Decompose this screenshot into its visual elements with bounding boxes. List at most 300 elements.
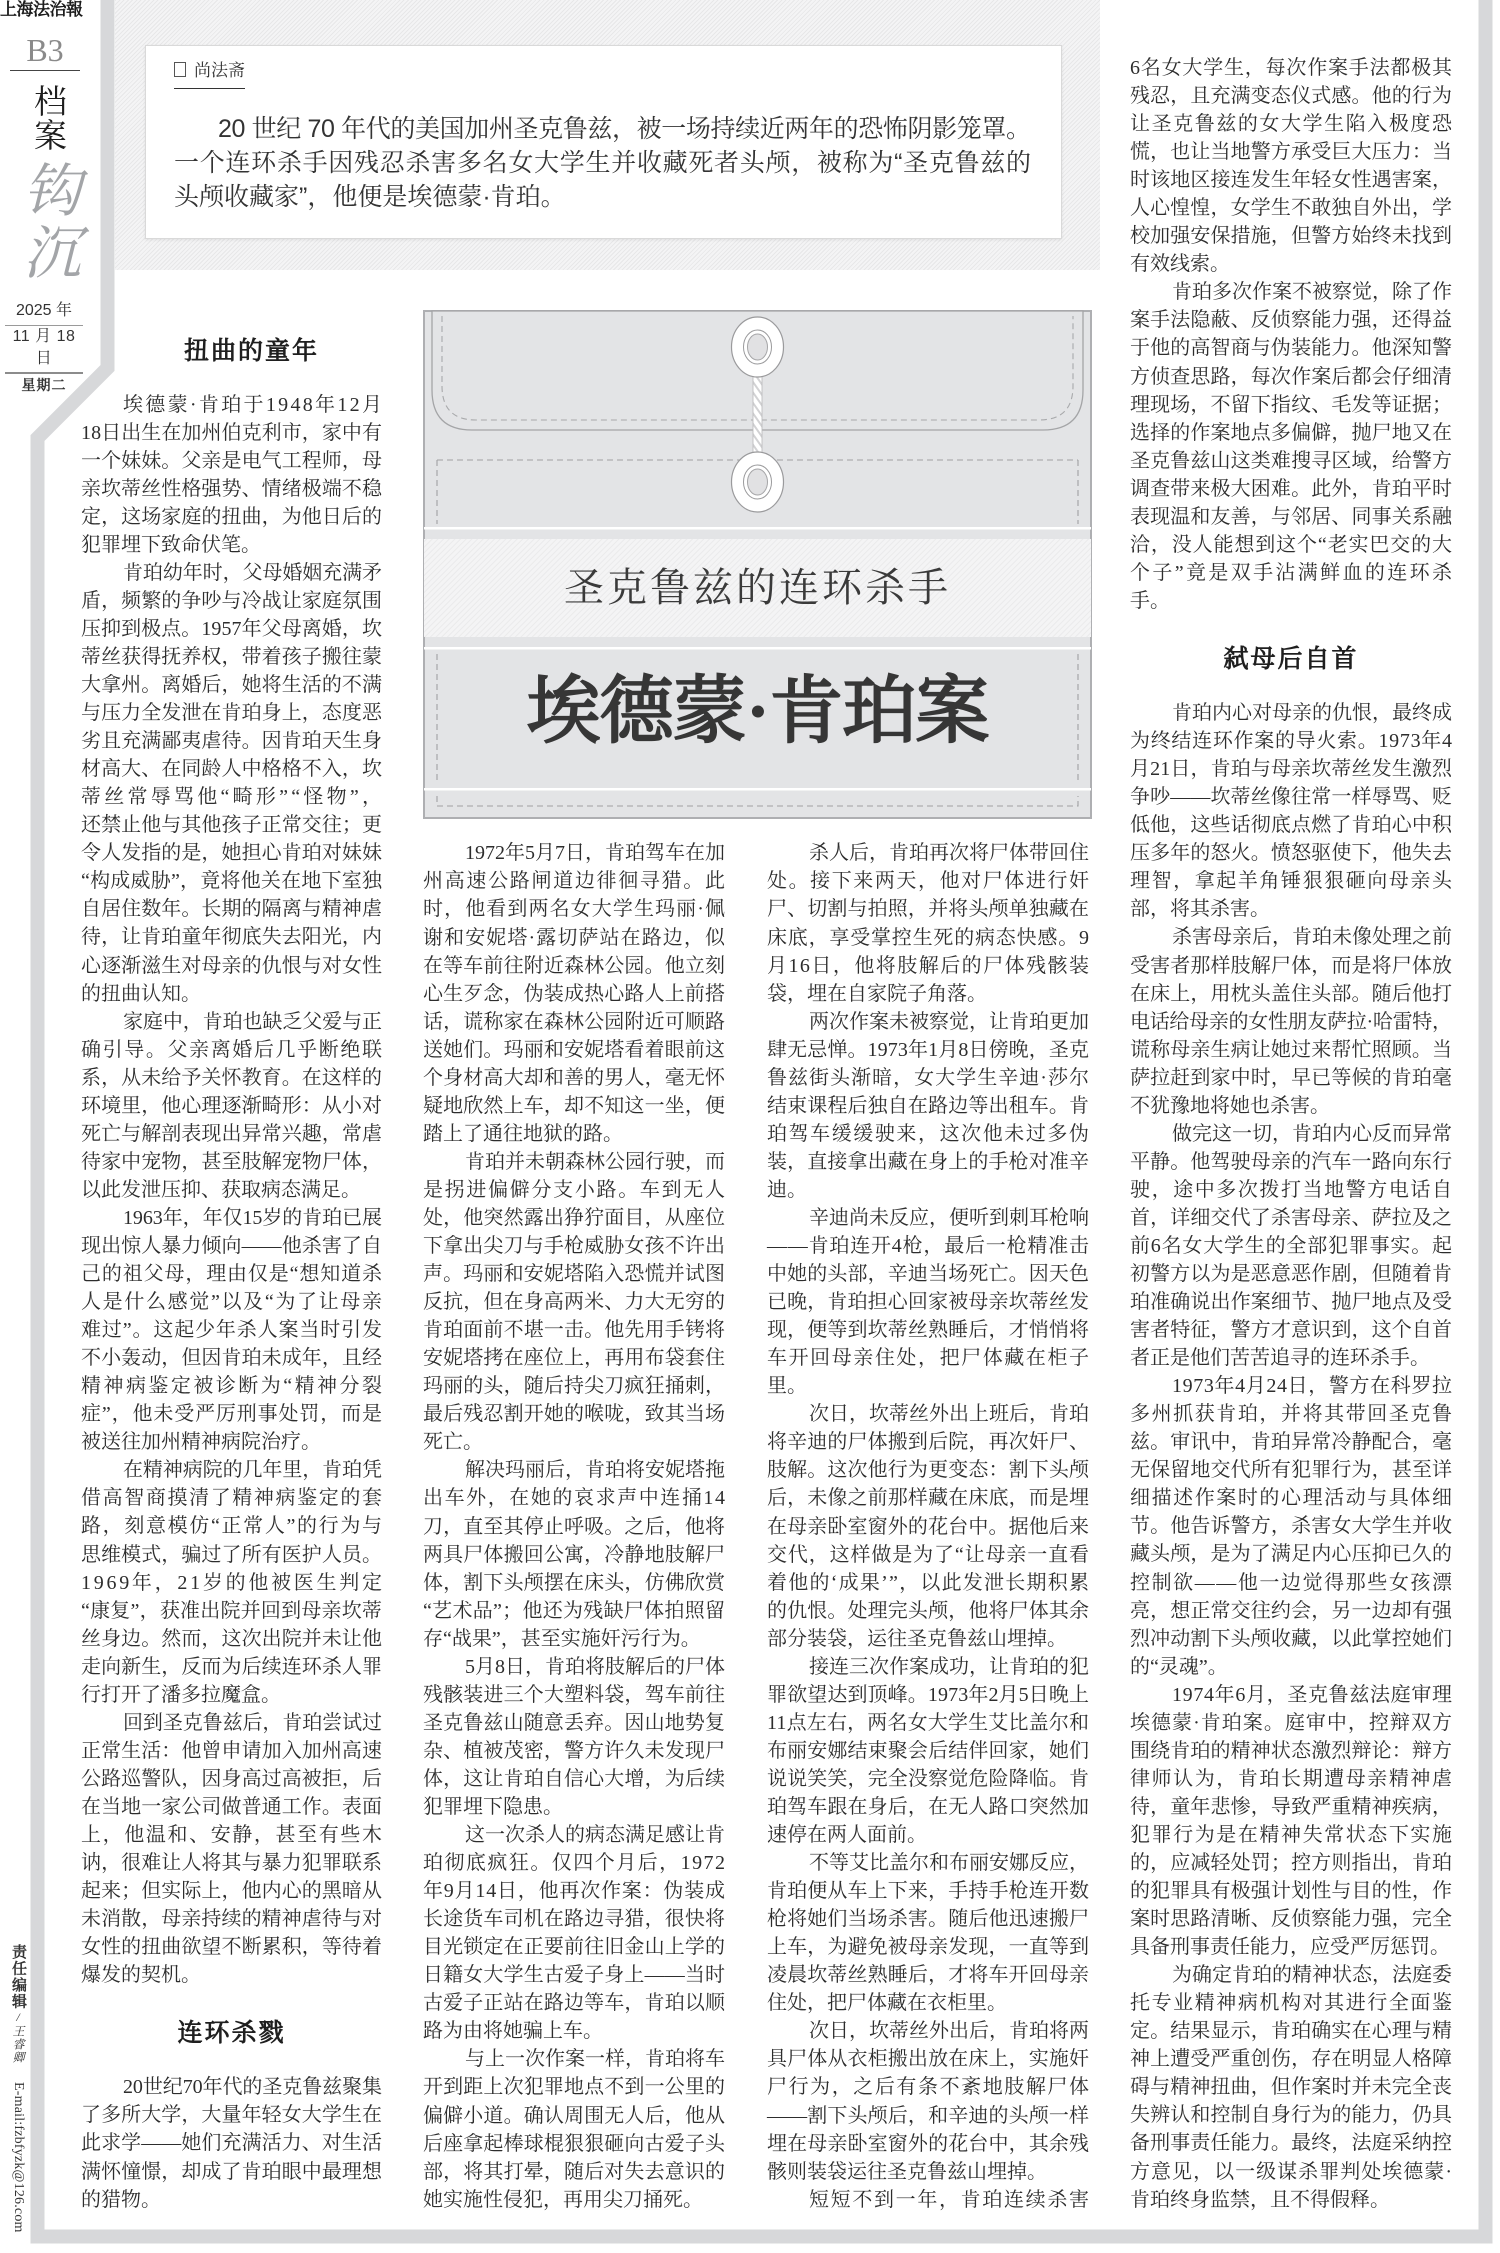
text-line: [1130, 1737, 1452, 1765]
line-text: 压多年的怒火。愤怒驱使下，他失去: [1130, 842, 1453, 865]
line-text: 结束课程后独自在路边等出租车。肯: [767, 1094, 1090, 1117]
line-text: 借高智商摸清了精神病鉴定的套: [81, 1487, 384, 1510]
text-line: [767, 1933, 1089, 1961]
text-line: [1130, 727, 1452, 755]
line-text: 者正是他们苦苦追寻的连环杀手。: [1130, 1347, 1430, 1370]
headline-subtitle: 圣克鲁兹的连环杀手: [564, 566, 951, 610]
line-text: 月21日，肯珀与母亲坎蒂丝发生激烈: [1130, 758, 1453, 781]
line-text: 症”，他未受严厉刑事处罚，而是: [81, 1403, 383, 1426]
line-text: 兹。审讯中，肯珀异常冷静配合，毫: [1130, 1431, 1453, 1454]
headline-title: 埃德蒙·肯珀案: [526, 671, 989, 753]
text-line: [1130, 980, 1452, 1008]
line-text: 次日，坎蒂丝外出上班后，肯珀: [809, 1403, 1089, 1426]
text-line: [423, 1877, 725, 1905]
text-line: [81, 1905, 382, 1933]
line-text: “艺术品”；他还为残缺尸体拍照留: [423, 1599, 726, 1622]
text-line: [81, 1064, 382, 1092]
line-text: 定，这场家庭的扭曲，为他日后的: [81, 505, 383, 528]
line-text: 神上遭受严重创伤，存在明显人格障: [1130, 2048, 1453, 2071]
text-line: [81, 1569, 385, 1597]
line-text: 初警方以为是恶意恶作剧，但随着肯: [1130, 1263, 1453, 1286]
text-line: [81, 1737, 382, 1765]
line-text: 前6名女大学生的全部犯罪事实。起: [1130, 1234, 1453, 1257]
text-line: [1130, 1064, 1452, 1092]
text-line: [423, 1821, 725, 1849]
text-line: [81, 1148, 382, 1176]
paragraph: [1130, 1372, 1452, 1681]
text-line: [767, 1204, 1089, 1232]
line-text: 的“灵魂”。: [1130, 1655, 1228, 1678]
text-line: [767, 2017, 1089, 2045]
line-text: 材高大、在同龄人中格格不入，坎: [81, 758, 383, 781]
text-line: [1130, 1625, 1452, 1653]
text-line: [81, 1821, 382, 1849]
line-text: 讷，很难让人将其与暴力犯罪联系: [81, 1852, 383, 1875]
text-line: [81, 980, 382, 1008]
text-line: [767, 1092, 1089, 1120]
page-number-divider: [10, 70, 80, 71]
text-line: [423, 2073, 725, 2101]
line-text: 的犯罪具有极强计划性与目的性，作: [1130, 1880, 1453, 1903]
text-line: [1130, 334, 1452, 362]
line-text: 方意见，以一级谋杀罪判处埃德蒙·: [1130, 2160, 1454, 2183]
line-text: 谢和安妮塔·露切萨站在路边，似: [423, 926, 727, 949]
text-line: [767, 1905, 1089, 1933]
text-line: [1130, 811, 1452, 839]
line-text: 踏上了通往地狱的路。: [423, 1122, 623, 1145]
line-text: 解决玛丽后，肯珀将安妮塔拖: [465, 1459, 725, 1482]
line-text: 系，从未给予关怀教育。在这样的: [81, 1066, 383, 1089]
text-line: [767, 1821, 1089, 1849]
line-text: 埋在母亲卧室窗外的花台中，其余残: [767, 2132, 1090, 2155]
text-line: [81, 1036, 382, 1064]
text-line: [767, 1989, 1089, 2017]
headline-graphic: [423, 310, 1092, 819]
text-line: [767, 1176, 1089, 1204]
line-text: 后座拿起棒球棍狠狠砸向古爱子头: [423, 2132, 726, 2155]
line-text: 蒂丝获得抚养权，带着孩子搬往蒙: [81, 646, 383, 668]
line-text: 行打开了潘多拉魔盒。: [81, 1683, 281, 1706]
line-text: 在母亲卧室窗外的花台中。据他后来: [767, 1515, 1090, 1538]
text-line: [767, 1793, 1089, 1821]
line-text: 玛丽的头，随后持尖刀疯狂捅刺，: [423, 1375, 726, 1398]
line-text: 时，他看到两名女大学生玛丽·佩: [423, 898, 727, 921]
article-column-2: [423, 839, 725, 2213]
article-column-4: [1130, 54, 1455, 2214]
text-line: [423, 1372, 725, 1400]
line-text: 杀人后，肯珀再次将尸体带回住: [809, 842, 1089, 865]
paragraph: [1130, 1681, 1452, 1961]
line-text: 现，便等到坎蒂丝熟睡后，才悄悄将: [767, 1319, 1090, 1342]
line-text: 声。玛丽和安妮塔陷入恐慌并试图: [423, 1263, 726, 1286]
text-line: [81, 1484, 382, 1512]
text-line: [423, 1709, 725, 1737]
line-text: 杂、植被茂密，警方许久未发现尸: [423, 1739, 726, 1762]
line-text: 不等艾比盖尔和布丽安娜反应，: [809, 1852, 1089, 1875]
text-line: [81, 1793, 382, 1821]
line-text: 令人发指的是，她担心肯珀对妹妹: [81, 842, 383, 865]
text-line: [81, 783, 386, 811]
line-text: 人心惶惶，女学生不敢独自外出，学: [1130, 197, 1453, 220]
text-line: [1130, 54, 1452, 82]
line-text: 多州抓获肯珀，并将其带回圣克鲁: [1130, 1403, 1454, 1426]
text-line: [1130, 2129, 1452, 2157]
column-label: [174, 60, 245, 89]
line-text: 一个连环杀手因残忍杀害多名女大学生并收藏死者头颅，被称为“圣克鲁兹的: [174, 149, 1032, 177]
line-text: 藏头颅，是为了满足内心压抑已久的: [1130, 1543, 1453, 1566]
text-line: [423, 1989, 725, 2017]
line-text: 不小轰动，但因肯珀未成年，且经: [81, 1347, 383, 1370]
line-text: 死亡与解剖表现出异常兴趣，常虐: [81, 1122, 383, 1145]
line-text: 说说笑笑，完全没察觉危险降临。肯: [767, 1767, 1090, 1790]
text-line: [1130, 1372, 1452, 1400]
line-text: 圣克鲁兹山随意丢弃。因山地势复: [423, 1711, 726, 1734]
text-line: [1130, 447, 1452, 475]
line-text: 20 世纪 70 年代的美国加州圣克鲁兹，被一场持续近两年的恐怖阴影笼罩。: [218, 115, 1031, 143]
line-text: 话，谎称家在森林公园附近可顺路: [423, 1010, 726, 1033]
line-text: 回到圣克鲁兹后，肯珀尝试过: [123, 1711, 382, 1734]
paragraph: [423, 1653, 725, 1821]
paragraph: [423, 1148, 725, 1457]
line-text: 烈冲动割下头颅收藏，以此掌控她们: [1130, 1627, 1453, 1650]
text-line: [423, 1120, 725, 1148]
text-line: [423, 1849, 725, 1877]
text-line: [1130, 1821, 1452, 1849]
text-line: [81, 1372, 385, 1400]
line-text: 圣克鲁兹山这类难搜寻区域，给警方: [1130, 449, 1453, 472]
line-text: 刀，直至其停止呼吸。之后，他将: [423, 1515, 726, 1538]
text-line: [81, 475, 382, 503]
line-text: 18日出生在加州伯克利市，家中有: [81, 421, 383, 444]
line-text: 犯罪埋下隐患。: [423, 1795, 563, 1818]
line-text: 罪欲望达到顶峰。1973年2月5日晚上: [767, 1683, 1090, 1706]
text-line: [81, 1625, 382, 1653]
paragraph: [81, 1709, 382, 1989]
text-line: [1130, 952, 1452, 980]
line-text: 凌晨坎蒂丝熟睡后，才将车开回母亲: [767, 1964, 1090, 1987]
line-text: 洽，没人能想到这个“老实巴交的大: [1130, 533, 1453, 556]
line-text: 个子”竟是双手沾满鲜血的连环杀: [1130, 561, 1455, 584]
line-text: 环境里，他心理逐渐畸形：从小对: [81, 1094, 383, 1117]
text-line: [767, 2186, 1089, 2214]
paragraph: [1130, 278, 1455, 615]
line-text: 接连三次作案成功，让肯珀的犯: [809, 1655, 1089, 1678]
text-line: [423, 1484, 725, 1512]
text-line: [1130, 839, 1452, 867]
line-text: 定。结果显示，肯珀确实在心理与精: [1130, 2020, 1453, 2043]
text-line: [81, 531, 382, 559]
line-text: 节。他告诉警方，杀害女大学生并收: [1130, 1515, 1453, 1538]
text-line: [767, 1008, 1089, 1036]
line-text: 有效线索。: [1130, 253, 1230, 276]
line-text: “构成威胁”，竟将他关在地下室独: [81, 870, 383, 893]
line-text: 肯珀终身监禁，且不得假释。: [1130, 2188, 1390, 2211]
text-line: [1130, 1176, 1452, 1204]
text-line: [767, 1372, 1089, 1400]
line-text: 大拿州。离婚后，她将生活的不满: [81, 674, 383, 697]
text-line: [767, 1765, 1089, 1793]
text-line: [767, 1456, 1089, 1484]
line-text: 月16日，他将肢解后的尸体残骸装: [767, 954, 1091, 977]
line-text: 州高速公路闸道边徘徊寻猎。此: [423, 870, 727, 893]
grommet-icon: [732, 452, 784, 512]
text-line: [1130, 1597, 1452, 1625]
line-text: 路，刻意模仿“正常人”的行为与: [81, 1515, 384, 1538]
text-line: [767, 1344, 1089, 1372]
text-line: [423, 895, 725, 923]
line-text: 开到距上次犯罪地点不到一公里的: [423, 2076, 726, 2099]
text-line: [1130, 1933, 1452, 1961]
article-column-1: [81, 306, 386, 2213]
text-line: [767, 1877, 1089, 1905]
line-text: ——肯珀连开4枪，最后一枪精准击: [767, 1235, 1090, 1258]
text-line: [1130, 1681, 1452, 1709]
line-text: 埃德蒙·肯珀案。庭审中，控辩双方: [1130, 1711, 1454, 1734]
line-text: 让圣克鲁兹的女大学生陷入极度恐: [1130, 113, 1454, 136]
line-text: 1969年，21岁的他被医生判定: [81, 1571, 385, 1594]
text-line: [1130, 923, 1452, 951]
line-text: 律师认为，肯珀长期遭母亲精神虐: [1130, 1767, 1454, 1790]
text-line: [423, 1625, 725, 1653]
text-line: [81, 2073, 382, 2101]
text-line: [767, 1681, 1089, 1709]
line-text: 里。: [767, 1375, 807, 1398]
line-text: 谎称母亲生病让她过来帮忙照顾。当: [1130, 1038, 1453, 1061]
line-text: 犯罪行为是在精神失常状态下实施: [1130, 1823, 1454, 1846]
line-text: 尸、切割与拍照，并将头颅单独藏在: [767, 898, 1090, 921]
text-line: [81, 1512, 382, 1540]
line-text: 电话给母亲的女性朋友萨拉·哈雷特，: [1130, 1010, 1452, 1033]
line-text: ——割下头颅后，和辛迪的头颅一样: [767, 2104, 1090, 2127]
line-text: 心逐渐滋生对母亲的仇恨与对女性: [81, 954, 383, 977]
band-edge-line: [424, 788, 1091, 791]
text-line: [767, 1709, 1089, 1737]
line-text: 肢解。这次他行为更变态：割下头颅: [767, 1459, 1090, 1482]
paragraph: [767, 839, 1089, 1007]
text-line: [423, 1288, 725, 1316]
paragraph: [767, 1204, 1089, 1400]
text-line: [1130, 2186, 1452, 2214]
line-text: 选择的作案地点多偏僻，抛尸地又在: [1130, 421, 1453, 444]
text-line: [1130, 194, 1452, 222]
line-text: 已晚，肯珀担心回家被母亲坎蒂丝发: [767, 1291, 1090, 1314]
line-text: 1974年6月，圣克鲁兹法庭审理: [1172, 1683, 1453, 1706]
paragraph: [81, 1204, 385, 1456]
line-text: 死亡。: [423, 1431, 483, 1454]
text-line: [1130, 755, 1452, 783]
text-line: [81, 1344, 382, 1372]
text-line: [767, 1597, 1089, 1625]
text-line: [81, 1400, 382, 1428]
line-text: 埃德蒙·肯珀于1948年12月: [123, 393, 385, 416]
text-line: [767, 952, 1089, 980]
line-text: 珀彻底疯狂。仅四个月后，1972: [423, 1852, 727, 1875]
line-text: 的猎物。: [81, 2188, 161, 2211]
text-line: [81, 587, 382, 615]
line-text: 送她们。玛丽和安妮塔看着眼前这: [423, 1038, 726, 1061]
line-text: 肯珀内心对母亲的仇恨，最终成: [1172, 702, 1452, 725]
text-line: [423, 1597, 725, 1625]
text-line: [767, 895, 1089, 923]
line-text: 现出惊人暴力倾向——他杀害了自: [81, 1234, 383, 1257]
line-text: 此求学——她们充满活力、对生活: [81, 2132, 383, 2155]
text-line: [81, 643, 382, 671]
text-line: [1130, 895, 1452, 923]
line-text: 5月8日，肯珀将肢解后的尸体: [465, 1655, 725, 1678]
paragraph: [1130, 699, 1452, 923]
text-line: [1130, 1456, 1452, 1484]
line-text: 与压力全发泄在肯珀身上，态度恶: [81, 702, 383, 725]
line-text: 校加强安保措施，但警方始终未找到: [1130, 225, 1453, 248]
newspaper-masthead: 上海法治報: [0, 0, 83, 19]
line-text: 低他，这些话彻底点燃了肯珀心中积: [1130, 814, 1453, 837]
line-text: 亮，想正常交往约会，另一边却有强: [1130, 1599, 1453, 1622]
line-text: 在当地一家公司做普通工作。表面: [81, 1795, 383, 1818]
line-text: 满怀憧憬，却成了肯珀眼中最理想: [81, 2160, 383, 2183]
line-text: 疑地欣然上车，却不知这一坐，便: [423, 1094, 726, 1117]
text-line: [423, 1933, 725, 1961]
text-line: [423, 1428, 725, 1456]
line-text: 1973年4月24日，警方在科罗拉: [1172, 1375, 1453, 1398]
line-text: 次日，坎蒂丝外出后，肯珀将两: [809, 2020, 1089, 2043]
text-line: [81, 755, 382, 783]
text-line: [767, 2073, 1089, 2101]
text-line: [767, 1569, 1089, 1597]
line-text: 案手法隐蔽、反侦察能力强，还得益: [1130, 309, 1453, 332]
text-line: [1130, 1653, 1452, 1681]
line-text: 中她的头部，辛迪当场死亡。因天色: [767, 1263, 1090, 1286]
text-line: [81, 615, 382, 643]
text-line: [1130, 2158, 1452, 2186]
text-line: [81, 923, 382, 951]
line-text: 为确定肯珀的精神状态，法庭委: [1172, 1964, 1452, 1987]
text-line: [423, 2130, 725, 2158]
text-line: [1130, 166, 1452, 194]
text-line: [423, 1344, 725, 1372]
line-text: 备刑事责任能力。最终，法庭采纳控: [1130, 2132, 1453, 2155]
text-line: [767, 867, 1089, 895]
text-line: [1130, 475, 1452, 503]
editor-email: E-mail:fzbfyzk@126.com: [11, 2082, 26, 2233]
paragraph: [81, 1456, 385, 1708]
text-line: [423, 2186, 725, 2214]
line-text: 体，这让肯珀自信心大增，为后续: [423, 1767, 726, 1790]
text-line: [423, 1316, 725, 1344]
text-line: [1130, 1148, 1452, 1176]
line-text: 公路巡警队，因身高过高被拒，后: [81, 1767, 383, 1790]
text-line: [767, 1653, 1089, 1681]
text-line: [81, 867, 382, 895]
text-line: [423, 1204, 725, 1232]
text-line: [81, 1260, 382, 1288]
line-text: 古爱子正站在路边等车，肯珀以顺: [423, 1992, 726, 2015]
text-line: [81, 1681, 382, 1709]
text-line: [767, 2045, 1089, 2073]
text-line: [1130, 222, 1452, 250]
text-line: [1130, 391, 1452, 419]
paragraph: [81, 1008, 382, 1204]
paragraph: [423, 1821, 725, 2045]
text-line: [423, 1260, 725, 1288]
text-line: [1130, 250, 1452, 278]
line-text: 部，将其杀害。: [1130, 898, 1270, 921]
line-text: 11点左右，两名女大学生艾比盖尔和: [767, 1711, 1090, 1734]
line-text: 反抗，但在身高两米、力大无穷的: [423, 1291, 726, 1314]
line-text: 在精神病院的几年里，肯珀凭: [123, 1459, 382, 1482]
line-text: 住处，把尸体藏在衣柜里。: [767, 1992, 1007, 2015]
text-line: [1130, 110, 1452, 138]
line-text: 的仇恨。处理完头颅，他将尸体其余: [767, 1599, 1090, 1622]
line-text: 尸行为，之后有条不紊地肢解尸体: [767, 2076, 1091, 2099]
paragraph: [81, 391, 385, 559]
line-text: 珀准确说出作案细节、抛尸地点及受: [1130, 1291, 1453, 1314]
text-line: [767, 1120, 1089, 1148]
line-text: 路为由将她骗上车。: [423, 2020, 603, 2043]
text-line: [174, 180, 1031, 214]
line-text: 迪。: [767, 1178, 807, 1201]
line-text: 辛迪尚未反应，便听到刺耳枪响: [809, 1207, 1089, 1229]
line-text: 受害者那样肢解尸体，而是将尸体放: [1130, 954, 1453, 977]
text-line: [1130, 1961, 1452, 1989]
line-text: 未消散，母亲持续的精神虐待与对: [81, 1908, 383, 1931]
line-text: 的扭曲认知。: [81, 982, 201, 1005]
text-line: [81, 1456, 382, 1484]
line-text: 失辨认和控制自身行为的能力，仍具: [1130, 2104, 1453, 2127]
line-text: 这一次杀人的病态满足感让肯: [465, 1824, 725, 1847]
line-text: 1963年，年仅15岁的肯珀已展: [123, 1206, 382, 1229]
line-text: 被送往加州精神病院治疗。: [81, 1431, 321, 1454]
text-line: [81, 1653, 382, 1681]
text-line: [423, 1569, 725, 1597]
line-text: 枪将她们当场杀害。随后他迅速搬尸: [767, 1908, 1090, 1931]
line-text: 驶，途中多次拨打当地警方电话自: [1130, 1178, 1454, 1201]
text-line: [767, 2130, 1089, 2158]
text-line: [81, 1428, 382, 1456]
issue-month-day: 11 月 18 日: [5, 326, 83, 374]
line-text: 速停在两人面前。: [767, 1824, 927, 1847]
text-line: [174, 146, 1031, 180]
text-line: [81, 1176, 382, 1204]
line-text: 为终结连环作案的导火索。1973年4: [1130, 730, 1453, 753]
text-line: [81, 2129, 382, 2157]
text-line: [81, 2101, 382, 2129]
text-line: [81, 1849, 382, 1877]
line-text: 最后残忍割开她的喉咙，致其当场: [423, 1403, 726, 1426]
line-text: 处。接下来两天，他对尸体进行奸: [767, 870, 1091, 893]
text-line: [423, 1653, 725, 1681]
text-line: [81, 671, 382, 699]
line-text: 6名女大学生，每次作案手法都极其: [1130, 57, 1453, 79]
text-line: [767, 1625, 1089, 1653]
text-line: [767, 1737, 1089, 1765]
line-text: 杀害母亲后，肯珀未像处理之前: [1172, 926, 1452, 949]
line-text: 袋，埋在自家院子角落。: [767, 982, 987, 1005]
paragraph: [767, 1400, 1089, 1652]
line-text: 两次作案未被察觉，让肯珀更加: [809, 1010, 1089, 1033]
line-text: 偏僻小道。确认周围无人后，他从: [423, 2104, 726, 2127]
text-line: [423, 1681, 725, 1709]
line-text: 车开回母亲住处，把尸体藏在柜子: [767, 1347, 1091, 1370]
text-line: [1130, 699, 1452, 727]
text-line: [1130, 1765, 1452, 1793]
text-line: [1130, 1204, 1452, 1232]
section-name: 档案: [30, 84, 67, 152]
line-text: 珀驾车缓缓驶来，这次他未过多伪: [767, 1122, 1091, 1145]
line-text: 年9月14日，他再次作案：伪装成: [423, 1880, 726, 1903]
text-line: [81, 895, 382, 923]
text-line: [423, 1793, 725, 1821]
text-line: [81, 1204, 382, 1232]
